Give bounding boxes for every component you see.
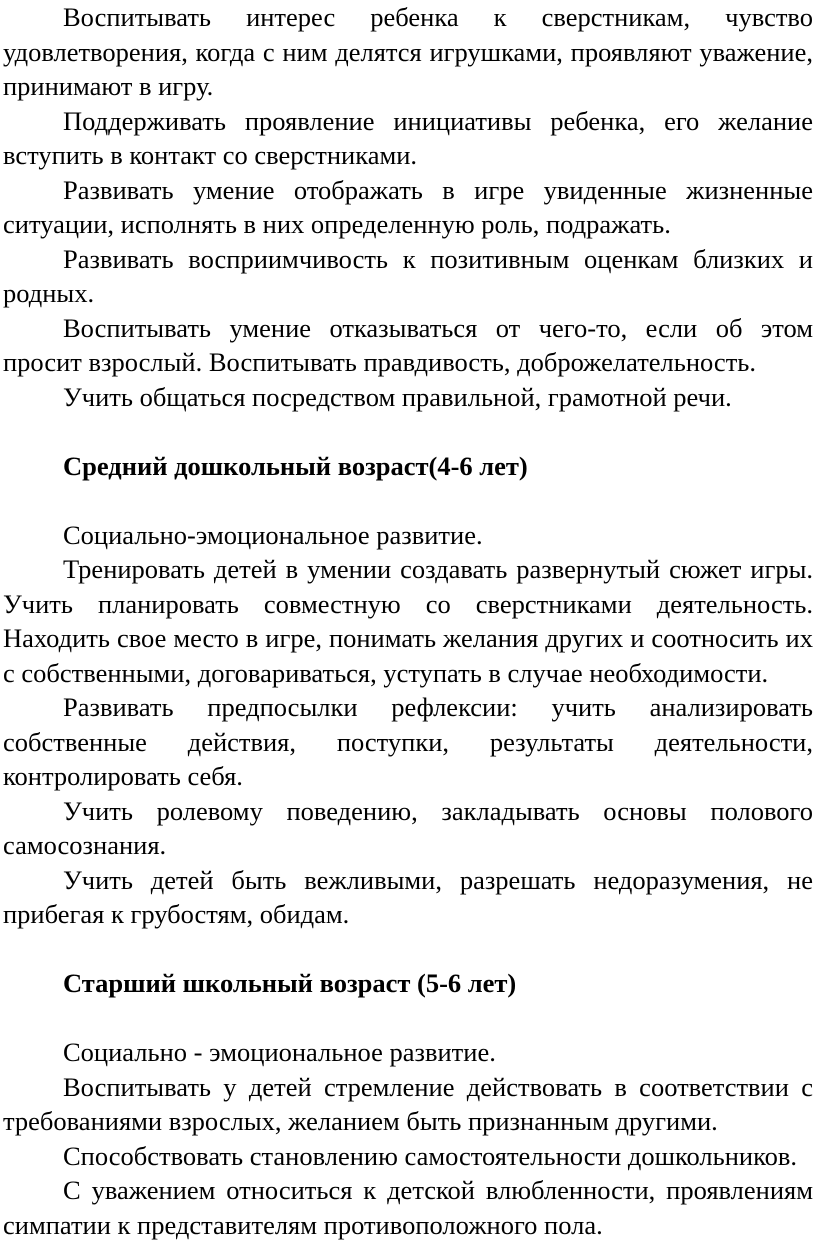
paragraph: Поддерживать проявление инициативы ребенка, его желание вступить в контакт со сверстниками.: [3, 105, 813, 170]
section-subheading: Социально - эмоциональное развитие.: [63, 1037, 496, 1067]
paragraph: Способствовать становлению самостоятельности дошкольников.: [63, 1140, 798, 1171]
blank-line: [3, 414, 813, 449]
section-heading-senior-age: Старший школьный возраст (5-6 лет): [63, 968, 517, 998]
paragraph: Учить детей быть вежливыми, разрешать недоразумения, не прибегая к грубостям, обидам.: [3, 864, 813, 929]
blank-line: [3, 483, 813, 518]
paragraph: Учить общаться посредством правильной, грамотной речи.: [63, 381, 732, 412]
paragraph: Воспитывать интерес ребенка к сверстникам, чувство удовлетворения, когда с ним делятся игрушками, проявляют уважение, принимают в игру.: [3, 2, 813, 101]
paragraph: Воспитывать умение отказываться от чего-то, если об этом просит взрослый. Воспитывать правдивость, доброжелательность.: [3, 312, 813, 377]
section-heading-middle-age: Средний дошкольный возраст(4-6 лет): [63, 450, 528, 481]
paragraph: Развивать восприимчивость к позитивным оценкам близких и родных.: [3, 243, 813, 308]
paragraph: С уважением относиться к детской влюбленности, проявлениям симпатии к представителям противоположного пола.: [3, 1175, 813, 1240]
blank-line: [3, 932, 813, 967]
paragraph: Учить ролевому поведению, закладывать основы полового самосознания.: [3, 795, 813, 860]
paragraph: Тренировать детей в умении создавать развернутый сюжет игры. Учить планировать совместную со сверстниками деятельность. Находить свое место в игре, понимать желания других и соотносить их с собственными, договариваться, уступать в случае необходимости.: [3, 554, 813, 688]
blank-line: [3, 1001, 813, 1036]
paragraph: Развивать предпосылки рефлексии: учить анализировать собственные действия, поступки, результаты деятельности, контролировать себя.: [3, 692, 813, 791]
section-subheading: Социально-эмоциональное развитие.: [63, 519, 483, 550]
document-page: [3, 0, 813, 1242]
paragraph: Развивать умение отображать в игре увиденные жизненные ситуации, исполнять в них определенную роль, подражать.: [3, 174, 813, 239]
paragraph: Воспитывать у детей стремление действовать в соответствии с требованиями взрослых, желанием быть признанным другими.: [3, 1071, 813, 1136]
